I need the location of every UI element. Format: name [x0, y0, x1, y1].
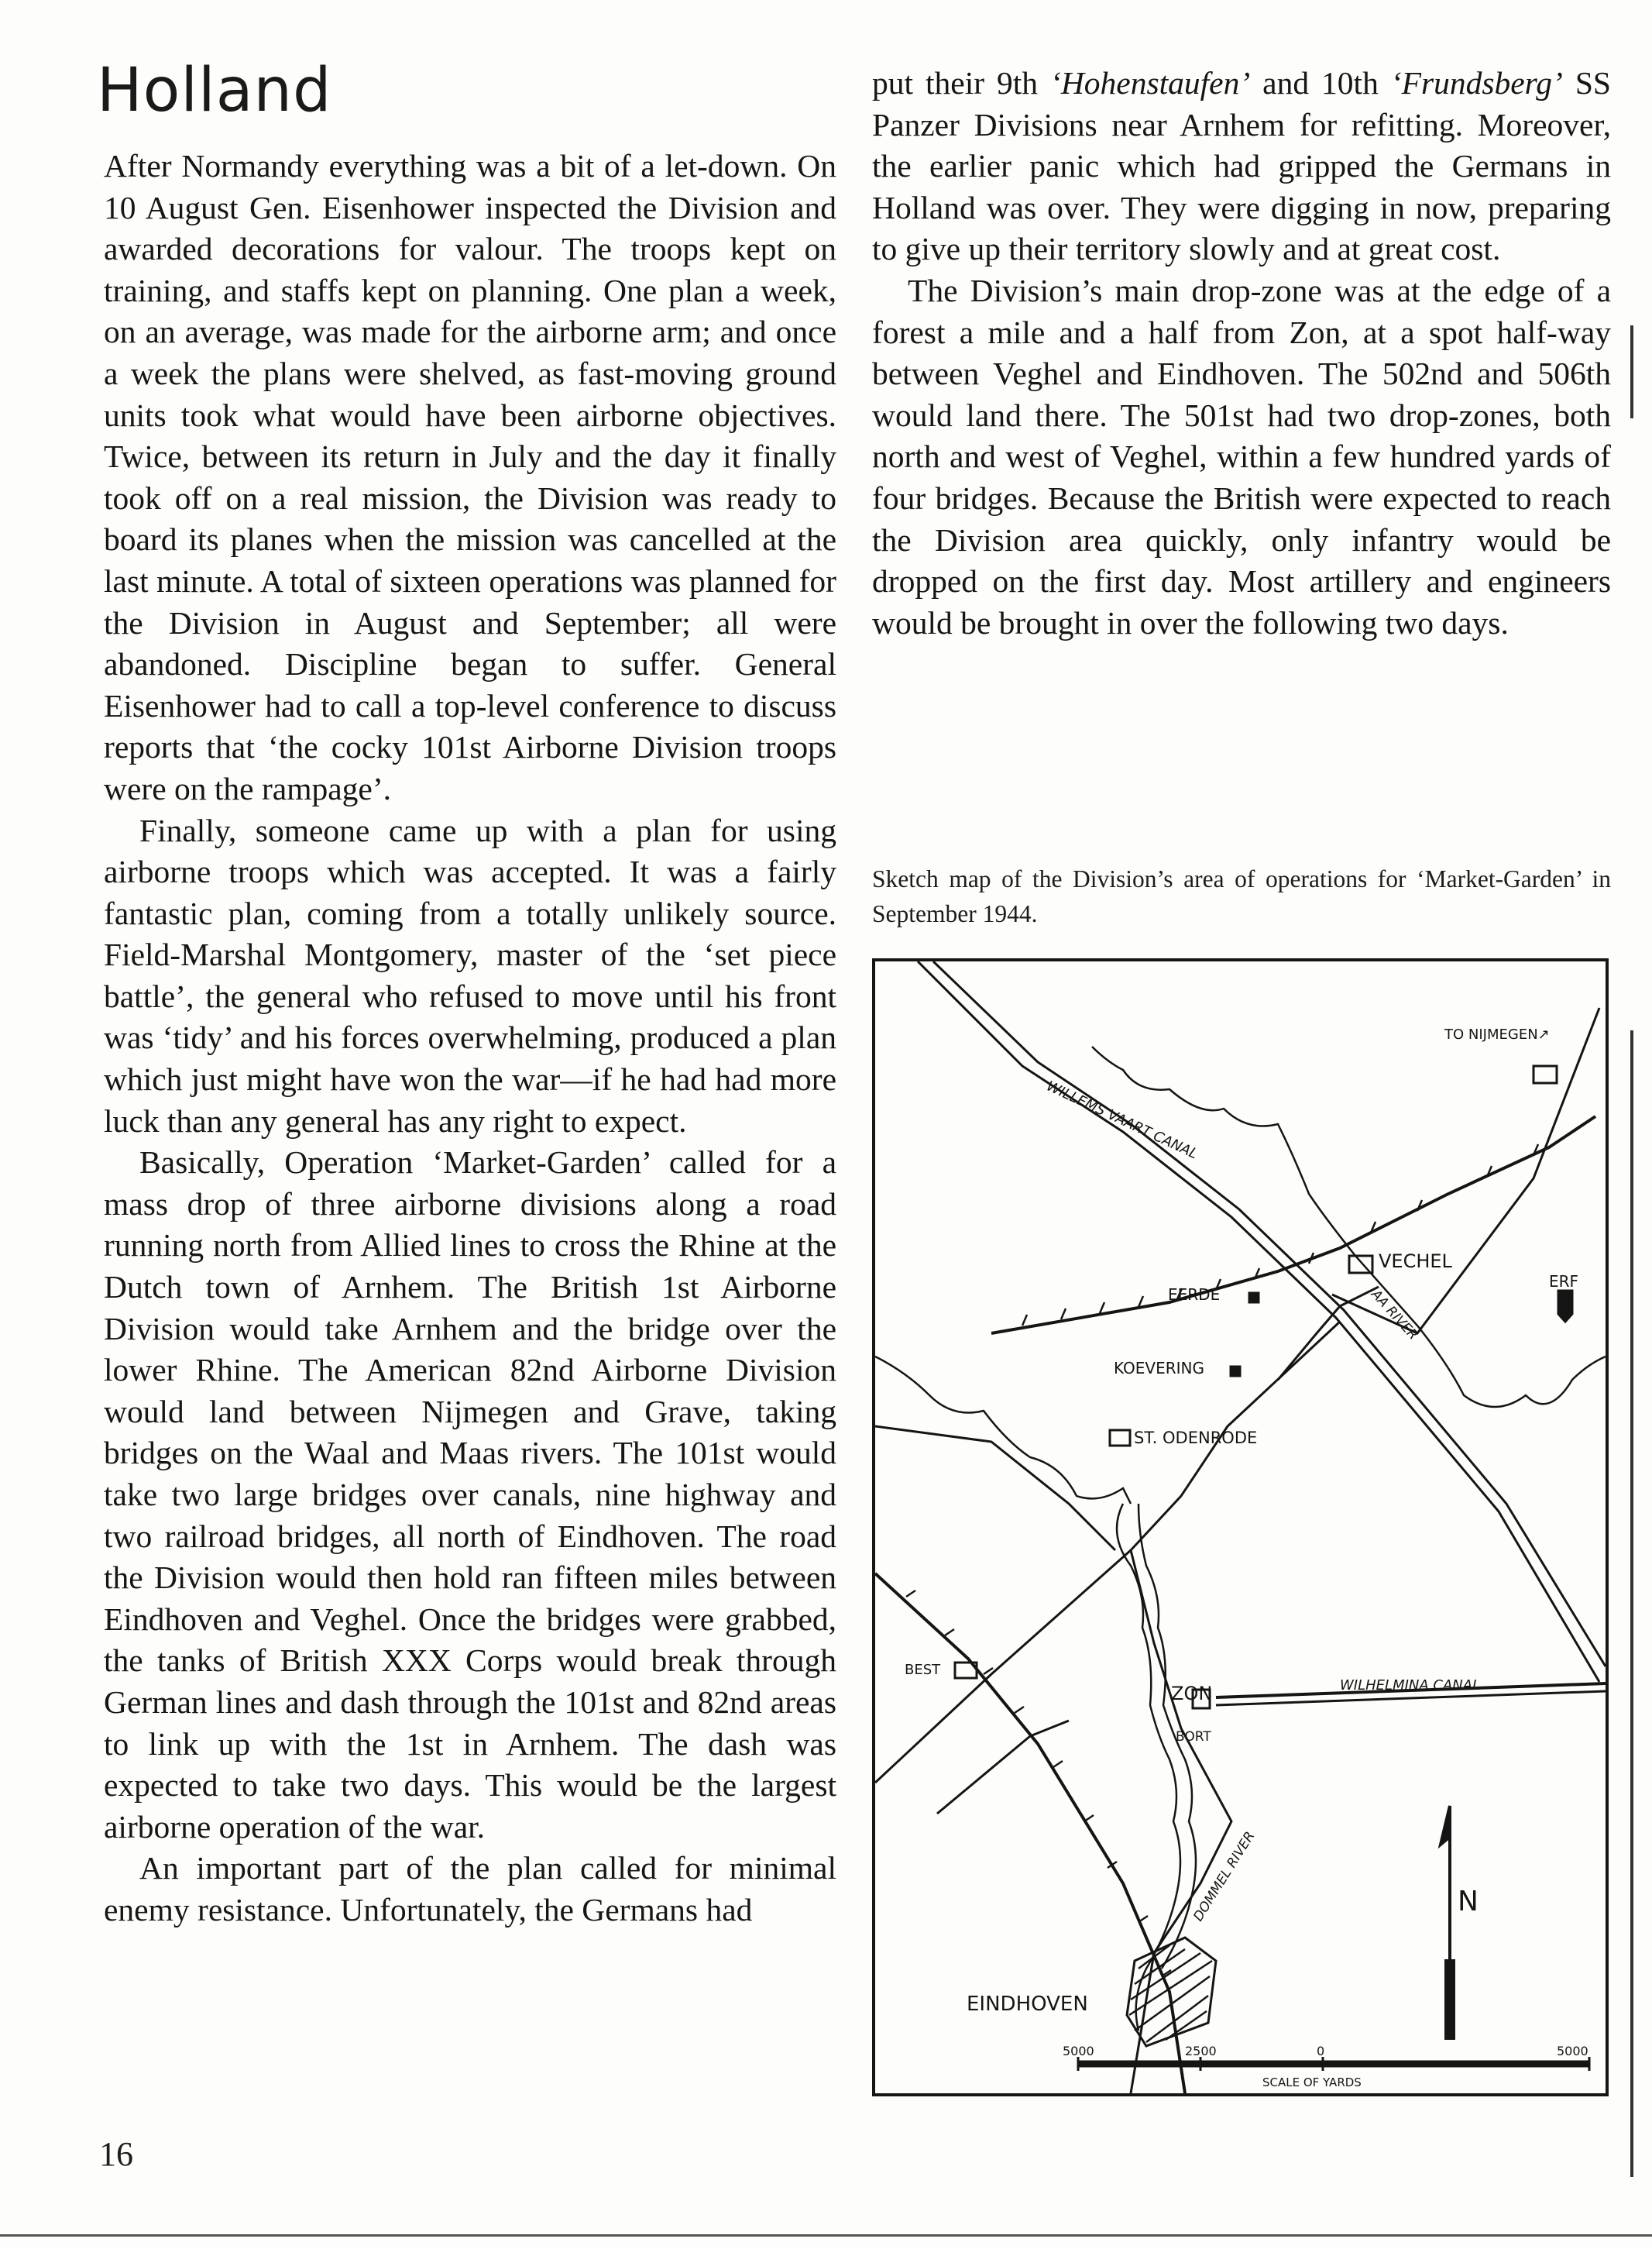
label-north: N — [1458, 1886, 1479, 1917]
railway — [991, 1116, 1595, 1333]
text-segment: put their 9th — [872, 65, 1051, 101]
north-arrow-icon — [1441, 1806, 1454, 2038]
left-column — [104, 146, 836, 1931]
right-column — [872, 63, 1611, 644]
scale-label-5000-left: 5000 — [1063, 2044, 1094, 2058]
st-odenrode-marker — [1110, 1430, 1130, 1446]
willems-vaart-canal — [933, 961, 1606, 1666]
railway-south-ticks — [906, 1590, 1171, 1976]
page-bottom-edge — [0, 2234, 1652, 2237]
scale-bar — [1078, 2057, 1589, 2071]
label-bort: BORT — [1176, 1729, 1211, 1745]
label-koevering: KOEVERING — [1114, 1359, 1204, 1377]
sketch-map — [872, 958, 1609, 2096]
label-willems-vaart-canal: WILLEMS VAART CANAL — [1043, 1078, 1200, 1163]
label-erf: ERF — [1549, 1272, 1579, 1291]
label-dommel-river: DOMMEL RIVER — [1190, 1828, 1259, 1924]
scale-label-2500: 2500 — [1185, 2044, 1217, 2058]
page-right-edge — [1630, 1030, 1633, 2177]
label-aa-river: AA RIVER — [1368, 1286, 1421, 1343]
scale-label-0: 0 — [1317, 2044, 1325, 2058]
paragraph: Finally, someone came up with a plan for using airborne troops which was accepted. It was a fairly fantastic plan, coming from a totally unlikely source. Field-Marshal Montgomery, master of the ‘set piece battle’, the general who refused to move until his front was ‘tidy’ and his forces overwhelming, produced a plan which just might have won the war—if he had had more luck than any general has any right to expect. — [104, 812, 836, 1139]
label-best: BEST — [905, 1662, 941, 1678]
road-southwest-2 — [937, 1721, 1069, 1814]
paragraph: The Division’s main drop-zone was at the edge of a forest a mile and a half from Zon, at a spot half-way between Veghel and Eindhoven. The 502nd and 506th would land there. The 501st had two drop-zones, both north and west of Veghel, within a few hundred yards of four bridges. Because the British were expected to reach the Division area quickly, only infantry would be dropped on the first day. Most artillery and engineers would be brought in over the following two days. — [872, 272, 1611, 641]
text-segment: and 10th — [1250, 65, 1391, 101]
division-name-hohenstaufen: ‘Hohenstaufen’ — [1050, 65, 1251, 101]
eerde-marker — [1249, 1293, 1259, 1302]
river-west — [875, 1357, 1131, 1504]
scale-title: SCALE OF YARDS — [1262, 2075, 1362, 2089]
label-eindhoven: EINDHOVEN — [967, 1993, 1088, 2016]
map-caption: Sketch map of the Division’s area of operations for ‘Market-Garden’ in September 1944. — [872, 865, 1611, 927]
label-zon: ZON — [1171, 1683, 1213, 1704]
division-name-frundsberg: ‘Frundsberg’ — [1390, 65, 1563, 101]
page-number: 16 — [99, 2135, 133, 2173]
label-to-nijmegen: TO NIJMEGEN↗ — [1444, 1026, 1550, 1043]
willems-vaart-canal-bank — [918, 961, 1599, 1682]
scale-label-5000-right: 5000 — [1557, 2044, 1588, 2058]
koevering-marker — [1231, 1367, 1240, 1376]
paragraph: After Normandy everything was a bit of a let-down. On 10 August Gen. Eisenhower inspected the Division and awarded decorations for valour. The troops kept on training, and staffs kept on planning. One plan a week, on an average, was made for the airborne arm; and once a week the plans were shelved, as fast-moving ground units took what would have been airborne objectives. Twice, between its return in July and the day it finally took off on a real mission, the Division was ready to board its planes when the mission was cancelled at the last minute. A total of sixteen operations was planned for the Division in August and September; all were abandoned. Discipline began to suffer. General Eisenhower had to call a top-level conference to discuss reports that ‘the cocky 101st Airborne Division troops were on the rampage’. — [104, 148, 836, 806]
erf-marker — [1558, 1291, 1572, 1322]
label-wilhelmina-canal: WILHELMINA CANAL — [1340, 1677, 1481, 1694]
railway-ticks — [1022, 1144, 1538, 1326]
label-eerde: EERDE — [1168, 1285, 1221, 1304]
label-st-odenrode: ST. ODENRODE — [1134, 1429, 1258, 1447]
label-veghel: VECHEL — [1379, 1250, 1452, 1272]
paragraph: An important part of the plan called for minimal enemy resistance. Unfortunately, the Germans had — [104, 1850, 836, 1927]
map-drawing — [875, 961, 1606, 2093]
nijmegen-bridge-marker — [1534, 1066, 1557, 1083]
road-west — [875, 1426, 1115, 1550]
page-title: Holland — [97, 56, 332, 126]
aa-river — [1092, 1047, 1606, 1407]
page-right-edge-mark — [1630, 325, 1633, 418]
paragraph-continued — [872, 63, 1611, 270]
text-segment: SS Panzer Divisions near Arnhem for refitting. Moreover, the earlier panic which had gripped the Germans in Holland was over. They were digging in now, preparing to give up their territory slowly and at great cost. — [872, 65, 1611, 267]
paragraph: Basically, Operation ‘Market-Garden’ called for a mass drop of three airborne divisions along a road running north from Allied lines to cross the Rhine at the Dutch town of Arnhem. The British 1st Airborne Division would take Arnhem and the bridge over the lower Rhine. The American 82nd Airborne Division would land between Nijmegen and Grave, taking bridges on the Waal and Maas rivers. The 101st would take two large bridges over canals, nine highway and two railroad bridges, all north of Eindhoven. The road the Division would then hold ran fifteen miles between Eindhoven and Veghel. Once the bridges were grabbed, the tanks of British XXX Corps would break through German lines and dash through the 101st and 82nd areas to link up with the 1st in Arnhem. The dash was expected to take two days. This would be the largest airborne operation of the war. — [104, 1144, 836, 1845]
